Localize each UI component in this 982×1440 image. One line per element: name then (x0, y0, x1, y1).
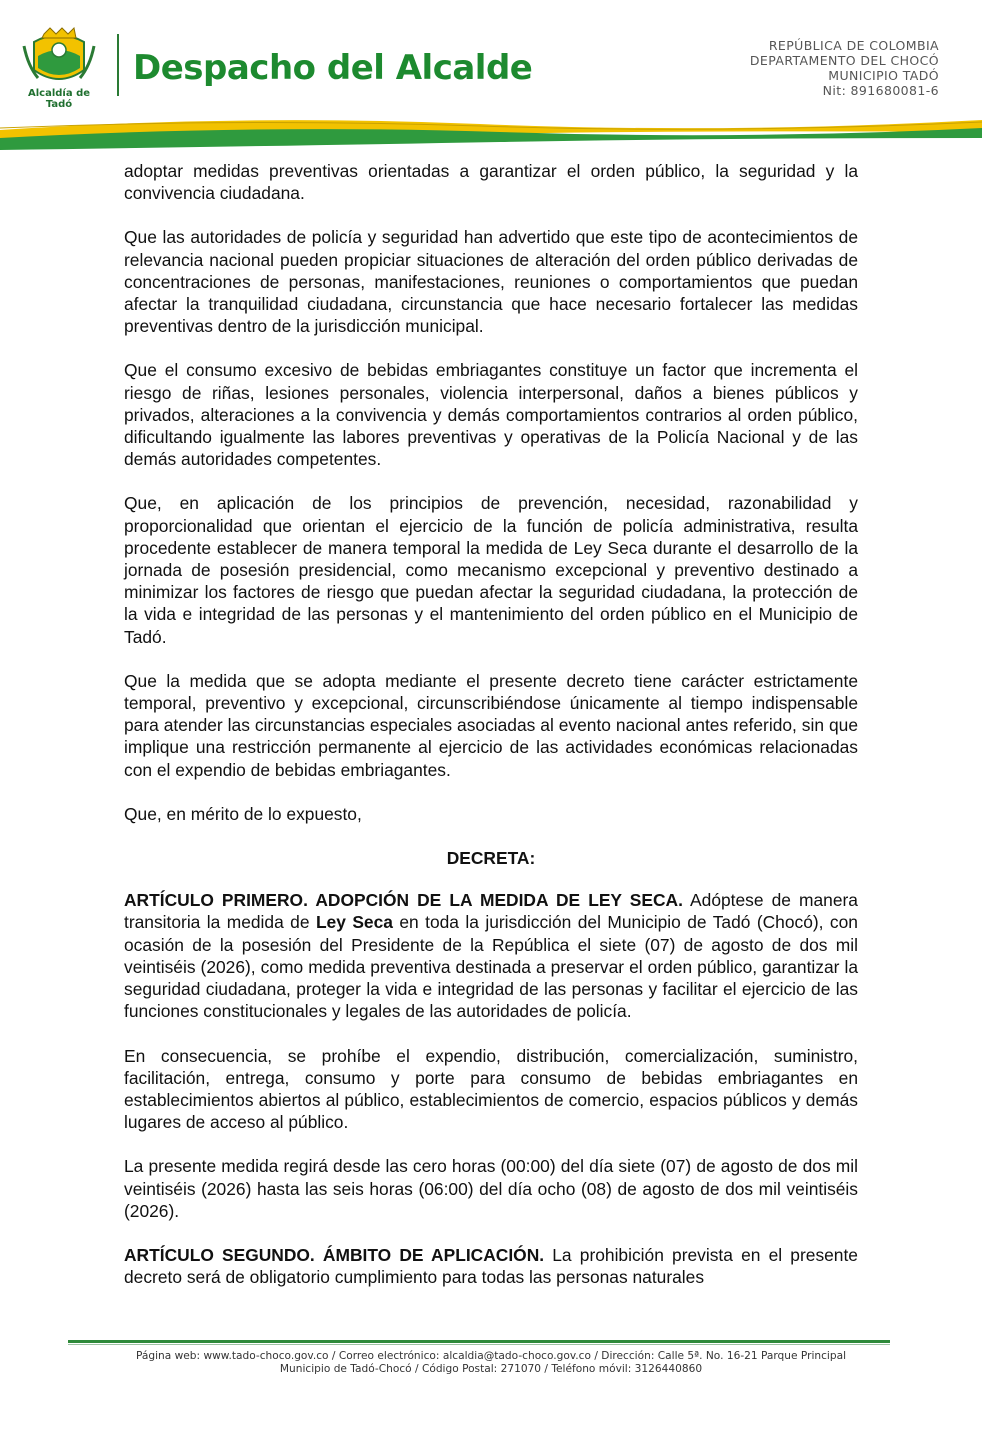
article-one-text-a: Adóptese de manera transitoria la medida de (124, 890, 858, 933)
footer-line-web: Página web: www.tado-choco.gov.co / Correo electrónico: alcaldia@tado-choco.gov.co / Dirección: Calle 5ª. No. 16-21 Parque Principal (135, 1350, 847, 1362)
article-two-heading: ARTÍCULO SEGUNDO. ÁMBITO DE APLICACIÓN. (124, 1244, 545, 1265)
paragraph: La presente medida regirá desde las cero horas (00:00) del día siete (07) de agosto de dos mil veintiséis (2026) hasta las seis horas (06:00) del día ocho (08) de agosto de dos mil veintiséis (2026). (124, 1156, 858, 1221)
article-one-heading: ARTÍCULO PRIMERO. ADOPCIÓN DE LA MEDIDA DE LEY SECA. (124, 890, 683, 911)
paragraph: Que, en mérito de lo expuesto, (124, 803, 362, 824)
decreta-heading: DECRETA: (446, 848, 536, 869)
footer-line-address: Municipio de Tadó-Chocó / Código Postal: 271070 / Teléfono móvil: 3126440860 (279, 1363, 703, 1375)
header-swoosh (0, 108, 982, 154)
gov-line-country: REPÚBLICA DE COLOMBIA (768, 38, 939, 53)
paragraph: Que, en aplicación de los principios de prevención, necesidad, razonabilidad y proporcionalidad que orientan el ejercicio de la función de policía administrativa, resulta procedente establecer de manera temporal la medida de Ley Seca durante el desarrollo de la jornada de posesión presidencial, como mecanismo excepcional y preventivo destinado a minimizar los factores de riesgo que puedan afectar la seguridad ciudadana, la protección de la vida e integridad de las personas y el mantenimiento del orden público en el Municipio de Tadó. (124, 493, 858, 647)
government-info (750, 38, 939, 98)
article-two-text: La prohibición prevista en el presente decreto será de obligatorio cumplimiento para todas las personas naturales (124, 1244, 858, 1288)
ley-seca-emphasis: Ley Seca (315, 912, 393, 933)
letterhead (0, 0, 982, 150)
paragraph: Que las autoridades de policía y seguridad han advertido que este tipo de acontecimientos de relevancia nacional pueden propiciar situaciones de alteración del orden público derivadas de concentraciones de personas, manifestaciones, reuniones o comportamientos que puedan afectar la tranquilidad ciudadana, circunstancia que hace necesario fortalecer las medidas preventivas dentro de la jurisdicción municipal. (124, 227, 858, 337)
footer-rule-thin (68, 1344, 890, 1345)
paragraph: adoptar medidas preventivas orientadas a garantizar el orden público, la seguridad y la convivencia ciudadana. (124, 161, 858, 204)
paragraph: En consecuencia, se prohíbe el expendio, distribución, comercialización, suministro, facilitación, entrega, consumo y porte para consumo de bebidas embriagantes en establecimientos abiertos al público, establecimientos de comercio, espacios públicos y demás lugares de acceso al público. (124, 1045, 858, 1133)
gov-line-department: DEPARTAMENTO DEL CHOCÓ (749, 53, 939, 68)
paragraph: Que el consumo excesivo de bebidas embriagantes constituye un factor que incrementa el riesgo de riñas, lesiones personales, violencia interpersonal, daños a bienes públicos y privados, alteraciones a la convivencia y demás comportamientos contrarios al orden público, dificultando igualmente las labores preventivas y operativas de la Policía Nacional y de las demás autoridades competentes. (124, 360, 858, 470)
decree-body (124, 160, 858, 1310)
footer-rule (68, 1340, 890, 1343)
article-two (124, 1244, 858, 1288)
office-title: Despacho del Alcalde (133, 48, 533, 88)
gov-line-municipality: MUNICIPIO TADÓ (828, 68, 939, 83)
header-divider (117, 34, 119, 96)
article-one (124, 889, 858, 1022)
coat-of-arms-icon (14, 26, 104, 88)
logo-caption: Alcaldía de Tadó (27, 88, 91, 110)
municipal-logo (14, 26, 104, 110)
gov-line-nit: Nit: 891680081-6 (822, 83, 939, 98)
footer-contact (40, 1350, 942, 1376)
article-one-text-b: en toda la jurisdicción del Municipio de Tadó (Chocó), con ocasión de la posesión del Presidente de la República el siete (07) de agosto de dos mil veintiséis (2026), como medida preventiva destinada a preservar el orden público, garantizar la seguridad ciudadana, proteger la vida e integridad de las personas y facilitar el ejercicio de las funciones constitucionales y legales de las autoridades de policía. (124, 912, 858, 1022)
paragraph: Que la medida que se adopta mediante el presente decreto tiene carácter estrictamente temporal, preventivo y excepcional, circunscribiéndose únicamente al tiempo indispensable para atender las circunstancias especiales asociadas al evento nacional antes referido, sin que implique una restricción permanente al ejercicio de las actividades económicas relacionadas con el expendio de bebidas embriagantes. (124, 670, 858, 780)
